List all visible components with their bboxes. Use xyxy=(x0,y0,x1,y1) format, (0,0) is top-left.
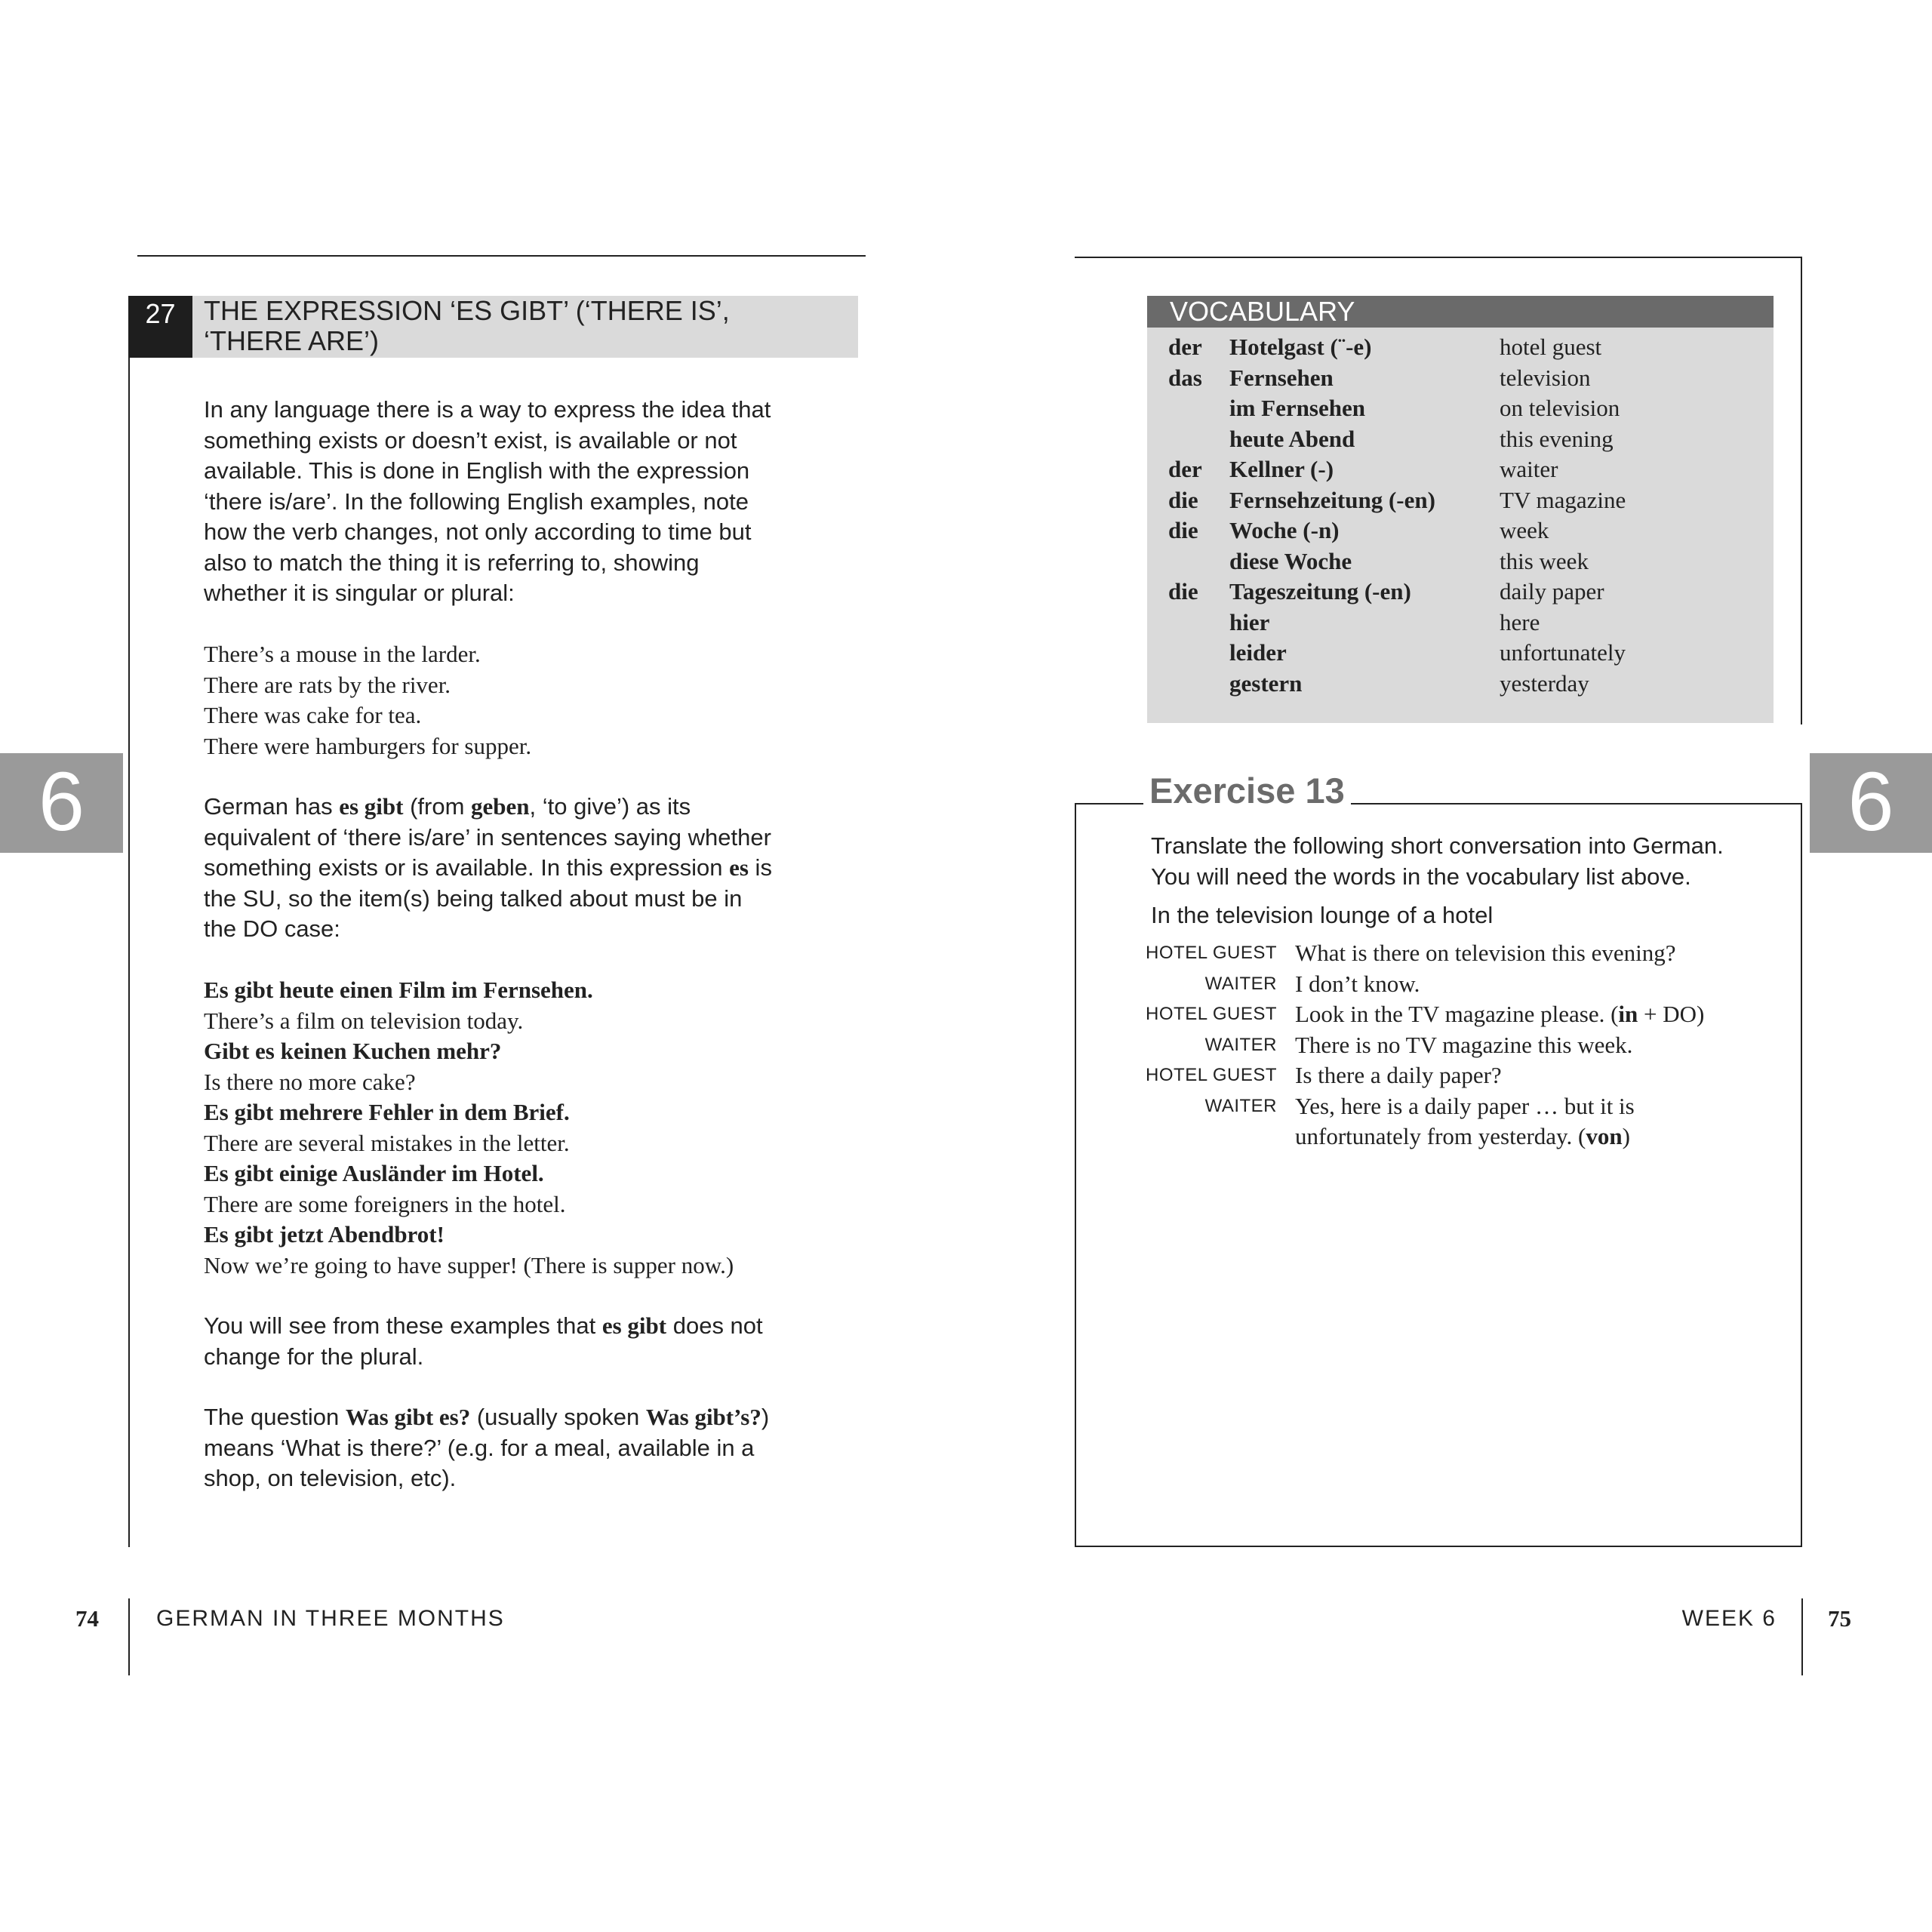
vocabulary-row xyxy=(1147,546,1774,577)
dialogue-speaker: HOTEL GUEST xyxy=(1146,943,1277,963)
paragraph-line: The question Was gibt es? (usually spoken Was gibt’s?) xyxy=(204,1404,770,1430)
vocabulary-heading: VOCABULARY xyxy=(1147,296,1774,328)
dialogue-line: Is there a daily paper? xyxy=(1295,1062,1502,1088)
vocab-article: der xyxy=(1168,334,1202,360)
dialogue-line: What is there on television this evening? xyxy=(1295,940,1676,966)
vocab-article: die xyxy=(1168,517,1198,543)
vocab-english: waiter xyxy=(1500,456,1558,482)
es-gibt-paragraph xyxy=(204,792,823,945)
paragraph-line: change for the plural. xyxy=(204,1343,424,1370)
left-top-rule xyxy=(137,255,866,257)
german-example: Es gibt heute einen Film im Fernsehen. xyxy=(204,977,593,1003)
german-example-translation: Now we’re going to have supper! (There is supper now.) xyxy=(204,1251,734,1278)
intro-paragraph xyxy=(204,395,823,609)
plural-paragraph xyxy=(204,1311,823,1372)
german-example-translation: There are several mistakes in the letter. xyxy=(204,1129,570,1156)
paragraph-line: German has es gibt (from geben, ‘to give’) as its xyxy=(204,793,691,820)
right-top-rule xyxy=(1075,257,1801,258)
vocab-article: der xyxy=(1168,456,1202,482)
dialogue-speaker: WAITER xyxy=(1204,1034,1277,1055)
vocab-english: daily paper xyxy=(1500,578,1604,605)
vocab-english: here xyxy=(1500,608,1540,635)
exercise-setting: In the television lounge of a hotel xyxy=(1151,902,1494,928)
vocab-german: heute Abend xyxy=(1229,425,1355,452)
exercise-title: Exercise 13 xyxy=(1143,770,1351,812)
german-example-translation: There’s a film on television today. xyxy=(204,1007,524,1034)
vocabulary-row xyxy=(1147,332,1774,363)
intro-line: In any language there is a way to express the idea that xyxy=(204,396,771,423)
german-example: Es gibt jetzt Abendbrot! xyxy=(204,1221,445,1247)
english-example: There’s a mouse in the larder. xyxy=(204,641,481,667)
dialogue-speaker: WAITER xyxy=(1204,1095,1277,1116)
german-example: Gibt es keinen Kuchen mehr? xyxy=(204,1038,502,1064)
paragraph-line: the DO case: xyxy=(204,915,340,942)
vocab-german: Kellner (-) xyxy=(1229,456,1334,482)
dialogue-line: Yes, here is a daily paper … but it is xyxy=(1295,1092,1635,1119)
german-examples xyxy=(204,975,868,1281)
section-number: 27 xyxy=(128,296,192,358)
vocab-german: Tageszeitung (-en) xyxy=(1229,578,1411,605)
footer-rule-left xyxy=(128,1598,130,1675)
german-example: Es gibt mehrere Fehler in dem Brief. xyxy=(204,1099,570,1125)
intro-line: whether it is singular or plural: xyxy=(204,580,515,606)
vocabulary-row xyxy=(1147,424,1774,455)
vocab-german: Fernsehzeitung (-en) xyxy=(1229,486,1435,513)
dialogue-line: I don’t know. xyxy=(1295,970,1420,997)
intro-line: available. This is done in English with the expression xyxy=(204,457,750,484)
vocab-german: Hotelgast (¨-e) xyxy=(1229,334,1372,360)
right-margin-rule xyxy=(1801,257,1802,724)
intro-line: ‘there is/are’. In the following English examples, note xyxy=(204,488,749,515)
running-title: GERMAN IN THREE MONTHS xyxy=(156,1606,505,1631)
vocabulary-row xyxy=(1147,608,1774,638)
vocab-english: unfortunately xyxy=(1500,639,1626,666)
vocab-german: Woche (-n) xyxy=(1229,517,1340,543)
section-title-line-1: THE EXPRESSION ‘ES GIBT’ (‘THERE IS’, xyxy=(204,295,730,326)
intro-line: how the verb changes, not only according to time but xyxy=(204,518,752,545)
left-margin-rule xyxy=(128,298,130,1547)
vocab-article: die xyxy=(1168,486,1198,513)
vocab-german: im Fernsehen xyxy=(1229,395,1365,421)
vocab-german: hier xyxy=(1229,608,1270,635)
vocabulary-row xyxy=(1147,454,1774,485)
english-example: There were hamburgers for supper. xyxy=(204,732,532,759)
vocab-german: leider xyxy=(1229,639,1287,666)
vocab-english: this evening xyxy=(1500,425,1614,452)
english-example: There are rats by the river. xyxy=(204,671,451,698)
paragraph-line: equivalent of ‘there is/are’ in sentences saying whether xyxy=(204,823,771,851)
english-example: There was cake for tea. xyxy=(204,702,422,728)
vocab-english: on television xyxy=(1500,395,1620,421)
instruction-line: Translate the following short conversation into German. xyxy=(1151,832,1724,859)
paragraph-line: shop, on television, etc). xyxy=(204,1465,457,1491)
chapter-tab-right: 6 xyxy=(1810,753,1932,853)
page-number-right: 75 xyxy=(1828,1605,1851,1632)
vocabulary-row xyxy=(1147,515,1774,546)
vocab-english: this week xyxy=(1500,547,1589,574)
section-title xyxy=(204,296,853,356)
exercise-instruction xyxy=(1151,831,1792,892)
vocabulary-list xyxy=(1147,328,1774,723)
instruction-line: You will need the words in the vocabulary list above. xyxy=(1151,863,1691,890)
paragraph-line: something exists or is available. In this expression es is xyxy=(204,854,772,881)
vocabulary-row xyxy=(1147,393,1774,424)
question-paragraph xyxy=(204,1402,823,1494)
vocabulary-row xyxy=(1147,485,1774,516)
vocab-article: die xyxy=(1168,578,1198,605)
running-week-label: WEEK 6 xyxy=(1681,1606,1777,1631)
paragraph-line: the SU, so the item(s) being talked about must be in xyxy=(204,884,743,912)
vocab-english: hotel guest xyxy=(1500,334,1602,360)
vocab-german: diese Woche xyxy=(1229,547,1352,574)
dialogue-speaker: HOTEL GUEST xyxy=(1146,1065,1277,1085)
vocab-english: yesterday xyxy=(1500,669,1589,697)
section-title-line-2: ‘THERE ARE’) xyxy=(204,325,380,356)
paragraph-line: You will see from these examples that es gibt does not xyxy=(204,1312,763,1339)
paragraph-line: means ‘What is there?’ (e.g. for a meal, available in a xyxy=(204,1434,755,1461)
footer-rule-right xyxy=(1801,1598,1803,1675)
german-example: Es gibt einige Ausländer im Hotel. xyxy=(204,1160,544,1186)
chapter-tab-left: 6 xyxy=(0,753,123,853)
german-example-translation: Is there no more cake? xyxy=(204,1068,416,1095)
german-example-translation: There are some foreigners in the hotel. xyxy=(204,1190,566,1217)
intro-line: something exists or doesn’t exist, is available or not xyxy=(204,426,737,454)
vocab-german: gestern xyxy=(1229,669,1303,697)
vocab-english: television xyxy=(1500,364,1591,391)
dialogue-line: Look in the TV magazine please. (in + DO) xyxy=(1295,1001,1705,1027)
dialogue-line-continued: unfortunately from yesterday. (von) xyxy=(1295,1123,1630,1149)
dialogue-line: There is no TV magazine this week. xyxy=(1295,1031,1633,1058)
english-examples xyxy=(204,639,868,761)
vocab-article: das xyxy=(1168,364,1202,391)
vocab-english: week xyxy=(1500,517,1549,543)
dialogue-speaker: WAITER xyxy=(1204,973,1277,994)
vocab-english: TV magazine xyxy=(1500,486,1626,513)
vocabulary-row xyxy=(1147,669,1774,700)
dialogue-speaker: HOTEL GUEST xyxy=(1146,1004,1277,1024)
vocabulary-row xyxy=(1147,363,1774,394)
page-number-left: 74 xyxy=(75,1605,99,1632)
intro-line: also to match the thing it is referring to, showing xyxy=(204,549,700,576)
vocab-german: Fernsehen xyxy=(1229,364,1334,391)
vocabulary-row xyxy=(1147,638,1774,669)
vocabulary-row xyxy=(1147,577,1774,608)
